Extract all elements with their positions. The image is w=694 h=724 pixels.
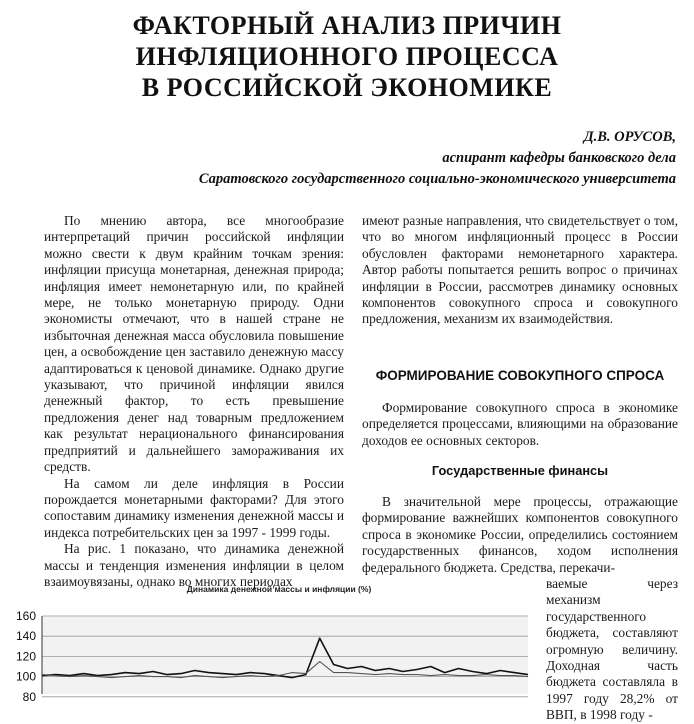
- right-column-mid: [362, 400, 678, 449]
- paragraph: имеют разные направления, что свидетельствует о том, что во многом инфляционный процесс в России обусловлен факторами немонетарного характера. Автор работы попытается решить вопрос о причинах инфляции в России, рассмотрев динамику основных компонентов совокупного спроса и совокупного предложения, механизм их взаимодействия.: [362, 213, 678, 327]
- title-line: ИНФЛЯЦИОННОГО ПРОЦЕССА: [135, 42, 559, 71]
- author-affiliation: Саратовского государственного социально-экономического университета: [198, 171, 676, 187]
- subsection-heading: Государственные финансы: [431, 463, 609, 478]
- right-column-lower: [362, 494, 678, 576]
- paragraph: На рис. 1 показано, что динамика денежной массы и тенденция изменения инфляции в целом взаимоувязаны, однако во многих периодах: [44, 541, 344, 589]
- paragraph: На самом ли деле инфляция в России порождается монетарными факторами? Для этого сопоставим динамику изменения денежной массы и индекса потребительских цен за 1997 - 1999 годы.: [44, 475, 344, 540]
- y-tick-label: 160: [15, 609, 36, 623]
- paragraph: ваемые через механизм государственного бюджета, составляют огромную величину. Доходная часть бюджета составляла в 1997 году 28,2% от ВВП, в 1998 году -: [546, 576, 678, 723]
- section-heading: ФОРМИРОВАНИЕ СОВОКУПНОГО СПРОСА: [375, 368, 665, 383]
- paragraph: Формирование совокупного спроса в экономике определяется процессами, влияющими на образование доходов ее основных секторов.: [362, 400, 678, 448]
- left-column: [44, 213, 344, 590]
- right-column-top: [362, 213, 678, 328]
- plot-area: [42, 616, 528, 694]
- y-tick-label: 100: [15, 669, 36, 684]
- y-tick-label: 120: [15, 649, 36, 664]
- paragraph: В значительной мере процессы, отражающие формирование важнейших компонентов совокупного спроса в экономике России, определились состоянием государственных финансов, ходом исполнения федерального бюджета. Средства, перекачи-: [362, 494, 678, 575]
- money-inflation-chart: [0, 598, 540, 704]
- title-line: В РОССИЙСКОЙ ЭКОНОМИКЕ: [141, 73, 553, 102]
- author-position: аспирант кафедры банковского дела: [442, 150, 676, 166]
- article-title: [0, 10, 694, 103]
- y-tick-label: 140: [15, 629, 36, 644]
- author-name: Д.В. ОРУСОВ,: [583, 129, 676, 145]
- chart-title: Динамика денежной массы и инфляции (%): [186, 584, 372, 594]
- title-line: ФАКТОРНЫЙ АНАЛИЗ ПРИЧИН: [132, 11, 562, 40]
- right-column-wrap: [546, 576, 678, 724]
- paragraph: По мнению автора, все многообразие интерпретаций причин российской инфляции можно свести к двум крайним точкам зрения: инфляции присуща монетарная, денежная природа; инфляция имеет немонетарную или, по крайней мере, не только монетарную природу. Одни экономисты отмечают, что в нашей стране не избыточная денежная масса обусловила повышение цен, а освобождение цен заставило денежную массу адаптироваться к ценовой динамике. Однако другие указывают, что причиной инфляции явился денежный фактор, то есть превышение предложения денег над товарным предложением как результат нерационального финансирования предприятий и дальнейшего замораживания их средств.: [44, 213, 344, 475]
- y-tick-label: 80: [22, 689, 36, 704]
- author-block: [76, 127, 676, 190]
